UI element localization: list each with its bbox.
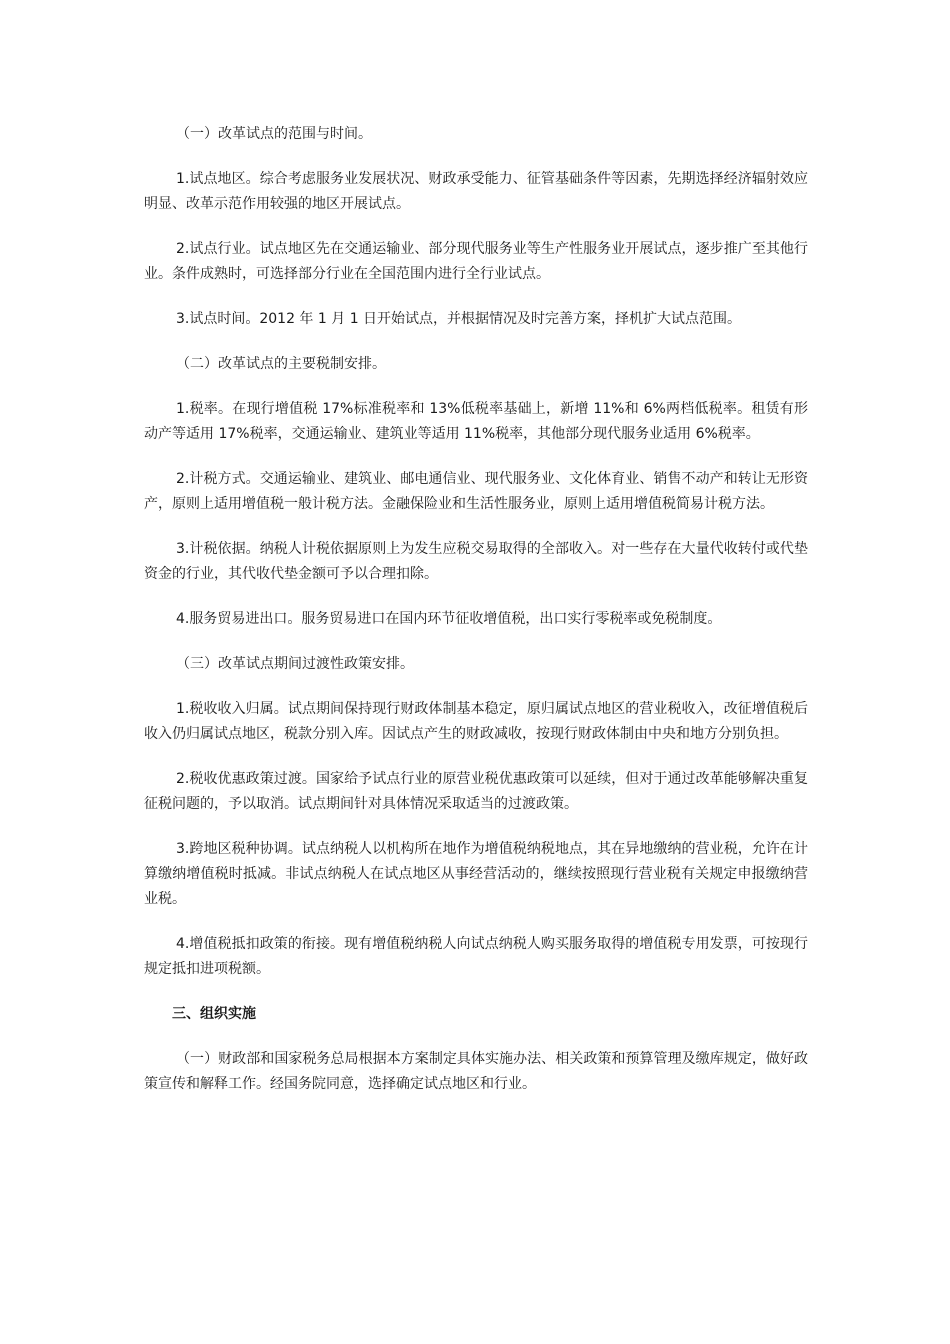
paragraph-service-trade: 4.服务贸易进出口。服务贸易进口在国内环节征收增值税，出口实行零税率或免税制度。 xyxy=(176,611,722,627)
paragraph-pilot-region: 1.试点地区。综合考虑服务业发展状况、财政承受能力、征管基础条件等因素，先期选择经济辐射效应明显、改革示范作用较强的地区开展试点。 xyxy=(144,171,808,212)
paragraph-cross-region: 3.跨地区税种协调。试点纳税人以机构所在地作为增值税纳税地点，其在异地缴纳的营业税，允许在计算缴纳增值税时抵减。非试点纳税人在试点地区从事经营活动的，继续按照现行营业税有关规定申报缴纳营业税。 xyxy=(144,841,808,907)
paragraph-pilot-industry: 2.试点行业。试点地区先在交通运输业、部分现代服务业等生产性服务业开展试点，逐步推广至其他行业。条件成熟时，可选择部分行业在全国范围内进行全行业试点。 xyxy=(144,241,808,282)
document-body xyxy=(144,122,808,1117)
paragraph-preferential-policy: 2.税收优惠政策过渡。国家给予试点行业的原营业税优惠政策可以延续，但对于通过改革能够解决重复征税问题的，予以取消。试点期间针对具体情况采取适当的过渡政策。 xyxy=(144,771,808,812)
paragraph-tax-rate: 1.税率。在现行增值税 17%标准税率和 13%低税率基础上，新增 11%和 6%两档低税率。租赁有形动产等适用 17%税率，交通运输业、建筑业等适用 11%税率，其他部分现代服务业适用 6%税率。 xyxy=(144,401,808,442)
paragraph-tax-method: 2.计税方式。交通运输业、建筑业、邮电通信业、现代服务业、文化体育业、销售不动产和转让无形资产，原则上适用增值税一般计税方法。金融保险业和生活性服务业，原则上适用增值税简易计税方法。 xyxy=(144,471,808,512)
paragraph-revenue-attribution: 1.税收收入归属。试点期间保持现行财政体制基本稳定，原归属试点地区的营业税收入，改征增值税后收入仍归属试点地区，税款分别入库。因试点产生的财政减收，按现行财政体制由中央和地方分别负担。 xyxy=(144,701,808,742)
paragraph-tax-basis: 3.计税依据。纳税人计税依据原则上为发生应税交易取得的全部收入。对一些存在大量代收转付或代垫资金的行业，其代收代垫金额可予以合理扣除。 xyxy=(144,541,808,582)
section-heading-transition: （三）改革试点期间过渡性政策安排。 xyxy=(176,656,414,672)
paragraph-vat-deduction: 4.增值税抵扣政策的衔接。现有增值税纳税人向试点纳税人购买服务取得的增值税专用发票，可按现行规定抵扣进项税额。 xyxy=(144,936,808,977)
paragraph-pilot-time: 3.试点时间。2012 年 1 月 1 日开始试点，并根据情况及时完善方案，择机扩大试点范围。 xyxy=(176,311,742,327)
section-heading-scope: （一）改革试点的范围与时间。 xyxy=(176,126,372,142)
heading-organization: 三、组织实施 xyxy=(172,1006,256,1022)
section-heading-tax-arrangement: （二）改革试点的主要税制安排。 xyxy=(176,356,386,372)
paragraph-implementation: （一）财政部和国家税务总局根据本方案制定具体实施办法、相关政策和预算管理及缴库规定，做好政策宣传和解释工作。经国务院同意，选择确定试点地区和行业。 xyxy=(144,1051,808,1092)
